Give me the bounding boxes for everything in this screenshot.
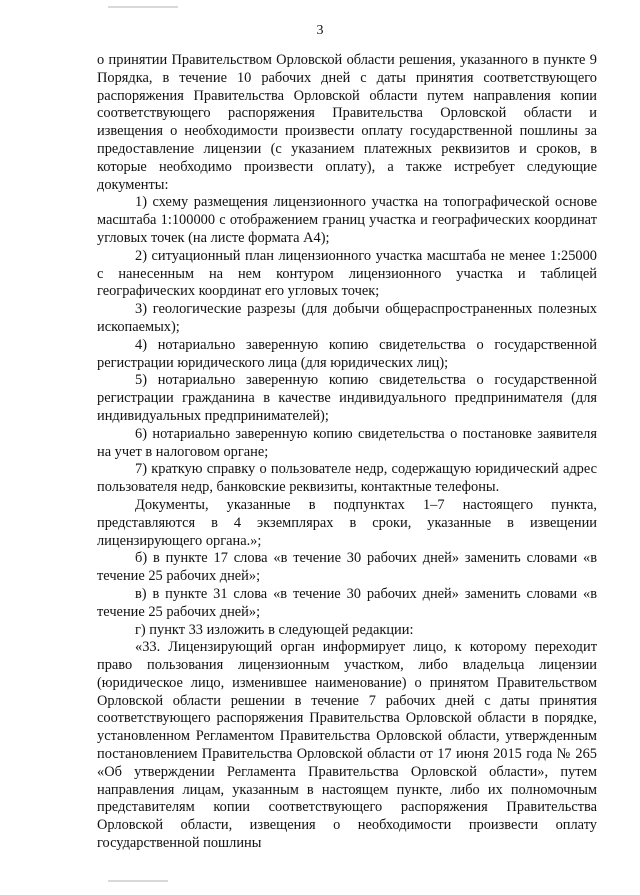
scan-artifact-bottom [108, 880, 168, 882]
amendment-g: г) пункт 33 изложить в следующей редакции: [135, 621, 414, 638]
amendment-b: б) в пункте 17 слова «в течение 30 рабочих дней» заменить словами «в течение 25 рабочих дней»; [97, 550, 597, 585]
list-item-4: 4) нотариально заверенную копию свидетельства о государственной регистрации юридического лица (для юридических лиц); [97, 336, 597, 371]
amendment-v: в) в пункте 31 слова «в течение 30 рабочих дней» заменить словами «в течение 25 рабочих дней»; [97, 585, 597, 620]
paragraph-documents-note: Документы, указанные в подпунктах 1–7 настоящего пункта, представляются в 4 экземплярах в сроки, указанные в извещении лицензирующего органа.»; [97, 496, 597, 549]
list-item-7: 7) краткую справку о пользователе недр, содержащую юридический адрес пользователя недр, банковские реквизиты, контактные телефоны. [97, 461, 597, 496]
list-item-2: 2) ситуационный план лицензионного участка масштаба не менее 1:25000 с нанесенным на нем контуром лицензионного участка и таблицей географических координат его угловых точек; [97, 247, 597, 300]
document-body [97, 52, 597, 853]
paragraph-point-33: «33. Лицензирующий орган информирует лицо, к которому переходит право пользования лицензионным участком, либо владельца лицензии (юридическое лицо, изменившее наименование) о принятом Правительством Орловской области решении в течение 7 рабочих дней с даты принятия соответствующего распоряжения Правительства Орловской области в порядке, установленном Регламентом Правительства Орловской области, утвержденным постановлением Правительства Орловской области от 17 июня 2015 года № 265 «Об утверждении Регламента Правительства Орловской области», путем направления лицам, указанным в настоящем пункте, либо их полномочным представителям копии соответствующего распоряжения Правительства Орловской области, извещения о необходимости произвести оплату государственной пошлины [97, 639, 597, 852]
list-item-1: 1) схему размещения лицензионного участка на топографической основе масштаба 1:100000 с отображением границ участка и географических координат угловых точек (на листе формата А4); [97, 194, 597, 246]
paragraph-intro: о принятии Правительством Орловской области решения, указанного в пункте 9 Порядка, в течение 10 рабочих дней с даты принятия соответствующего распоряжения Правительства Орловской области путем направления копии соответствующего распоряжения Правительства Орловской области и извещения о необходимости произвести оплату государственной пошлины за предоставление лицензии (с указанием платежных реквизитов и сроков, в которые необходимо произвести оплату), а также истребует следующие документы: [97, 52, 597, 193]
page-number: 3 [316, 23, 324, 38]
list-item-5: 5) нотариально заверенную копию свидетельства о государственной регистрации гражданина в качестве индивидуального предпринимателя (для индивидуальных предпринимателей); [97, 372, 597, 424]
list-item-3: 3) геологические разрезы (для добычи общераспространенных полезных ископаемых); [97, 301, 597, 335]
list-item-6: 6) нотариально заверенную копию свидетельства о постановке заявителя на учет в налоговом органе; [97, 425, 597, 460]
scan-artifact-top [108, 6, 178, 8]
